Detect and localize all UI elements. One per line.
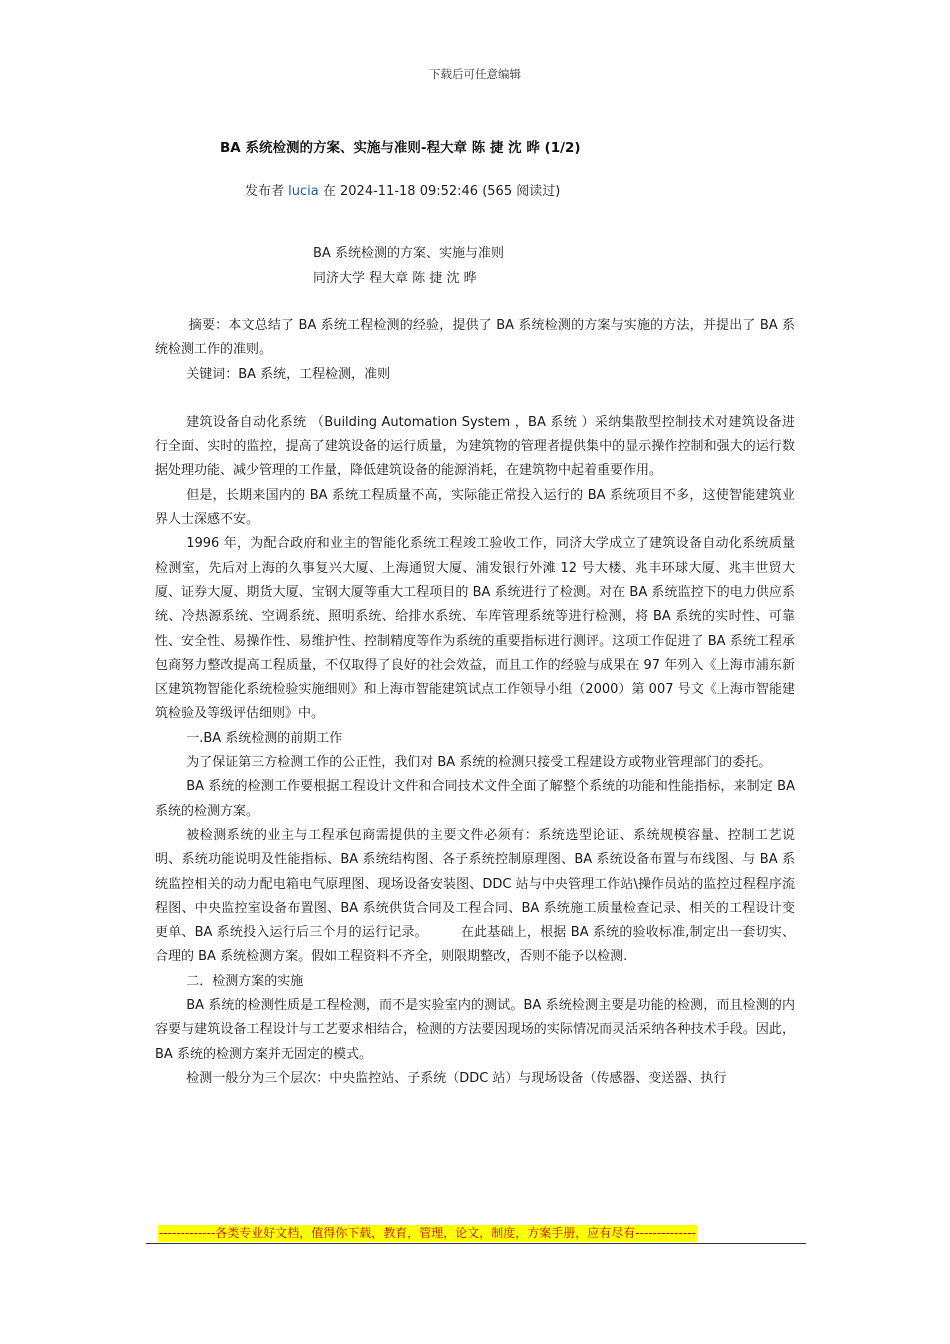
body-paragraph: 1996 年，为配合政府和业主的智能化系统工程竣工验收工作，同济大学成立了建筑设备自动化系统质量检测室，先后对上海的久事复兴大厦、上海通贸大厦、浦发银行外滩 12 号大楼、兆丰环球大厦、兆丰世贸大厦、证券大厦、期货大厦、宝钢大厦等重大工程项目的 BA 系统进行了检测。对在 BA 系统监控下的电力供应系统、冷热源系统、空调系统、照明系统、给排水系统、车库管理系统等进行检测，将 BA 系统的实时性、可靠性、安全性、易操作性、易维护性、控制精度等作为系统的重要指标进行测评。这项工作促进了 BA 系统工程承包商努力整改提高工程质量，不仅取得了良好的社会效益，而且工作的经验与成果在 97 年列入《上海市浦东新区建筑物智能化系统检验实施细则》和上海市智能建筑试点工作领导小组（2000）第 007 号文《上海市智能建筑检验及等级评估细则》中。 xyxy=(155,536,795,722)
section-heading: 二．检测方案的实施 xyxy=(186,973,304,989)
footer-divider xyxy=(146,1243,806,1244)
body-paragraph: 被检测系统的业主与工程承包商需提供的主要文件必须有：系统选型论证、系统规模容量、控制工艺说明、系统功能说明及性能指标、BA 系统结构图、各子系统控制原理图、BA 系统设备布置与布线图、与 BA 系统监控相关的动力配电箱电气原理图、现场设备安装图、DDC 站与中央管理工作站\操作员站的监控过程程序流程图、中央监控室设备布置图、BA 系统供货合同及工程合同、BA 系统施工质量检查记录、相关的工程设计变更单、BA 系统投入运行后三个月的运行记录。 在此基础上，根据 BA 系统的验收标准,制定出一套切实、合理的 BA 系统检测方案。假如工程资料不齐全，则限期整改，否则不能予以检测. xyxy=(155,827,795,965)
abstract-paragraph: 摘要：本文总结了 BA 系统工程检测的经验，提供了 BA 系统检测的方案与实施的方法，并提出了 BA 系统检测工作的准则。 xyxy=(155,318,795,358)
keywords-paragraph: 关键词：BA 系统，工程检测，准则 xyxy=(186,366,391,382)
publish-meta xyxy=(245,180,560,199)
document-title: BA 系统检测的方案、实施与准则-程大章 陈 捷 沈 晔 (1/2) xyxy=(220,140,581,156)
article-subtitle: BA 系统检测的方案、实施与准则 xyxy=(313,246,504,261)
author-link[interactable]: lucia xyxy=(288,184,319,199)
section-heading: 一.BA 系统检测的前期工作 xyxy=(186,730,343,746)
article-body xyxy=(155,314,795,1091)
body-paragraph: 建筑设备自动化系统 （Building Automation System ，BA 系统 ）采纳集散型控制技术对建筑设备进行全面、实时的监控，提高了建筑设备的运行质量，为建筑物的管理者提供集中的显示操作控制和强大的运行数据处理功能、减少管理的工作量，降低建筑设备的能源消耗，在建筑物中起着重要作用。 xyxy=(155,414,795,479)
header-note: 下载后可任意编辑 xyxy=(429,67,521,81)
article-authors: 同济大学 程大章 陈 捷 沈 晔 xyxy=(313,271,477,286)
body-paragraph: BA 系统的检测性质是工程检测，而不是实验室内的测试。BA 系统检测主要是功能的检测，而且检测的内容要与建筑设备工程设计与工艺要求相结合，检测的方法要因现场的实际情况而灵活采纳各种技术手段。因此，BA 系统的检测方案并无固定的模式。 xyxy=(155,998,795,1062)
body-paragraph: 但是，长期来国内的 BA 系统工程质量不高，实际能正常投入运行的 BA 系统项目不多，这使智能建筑业界人士深感不安。 xyxy=(155,487,795,528)
body-paragraph: BA 系统的检测工作要根据工程设计文件和合同技术文件全面了解整个系统的功能和性能指标，来制定 BA 系统的检测方案。 xyxy=(155,779,795,819)
paragraph-gap xyxy=(155,387,795,411)
meta-prefix: 发布者 xyxy=(245,184,285,199)
body-paragraph: 为了保证第三方检测工作的公正性，我们对 BA 系统的检测只接受工程建设方或物业管理部门的委托。 xyxy=(186,755,772,771)
meta-date-views: 在 2024-11-18 09:52:46 (565 阅读过) xyxy=(322,184,561,199)
footer-banner: -------------各类专业好文档，值得你下载，教育，管理，论文，制度，方案手册，应有尽有-------------- xyxy=(159,1226,696,1240)
body-paragraph: 检测一般分为三个层次：中央监控站、子系统（DDC 站）与现场设备（传感器、变送器、执行 xyxy=(186,1070,727,1086)
